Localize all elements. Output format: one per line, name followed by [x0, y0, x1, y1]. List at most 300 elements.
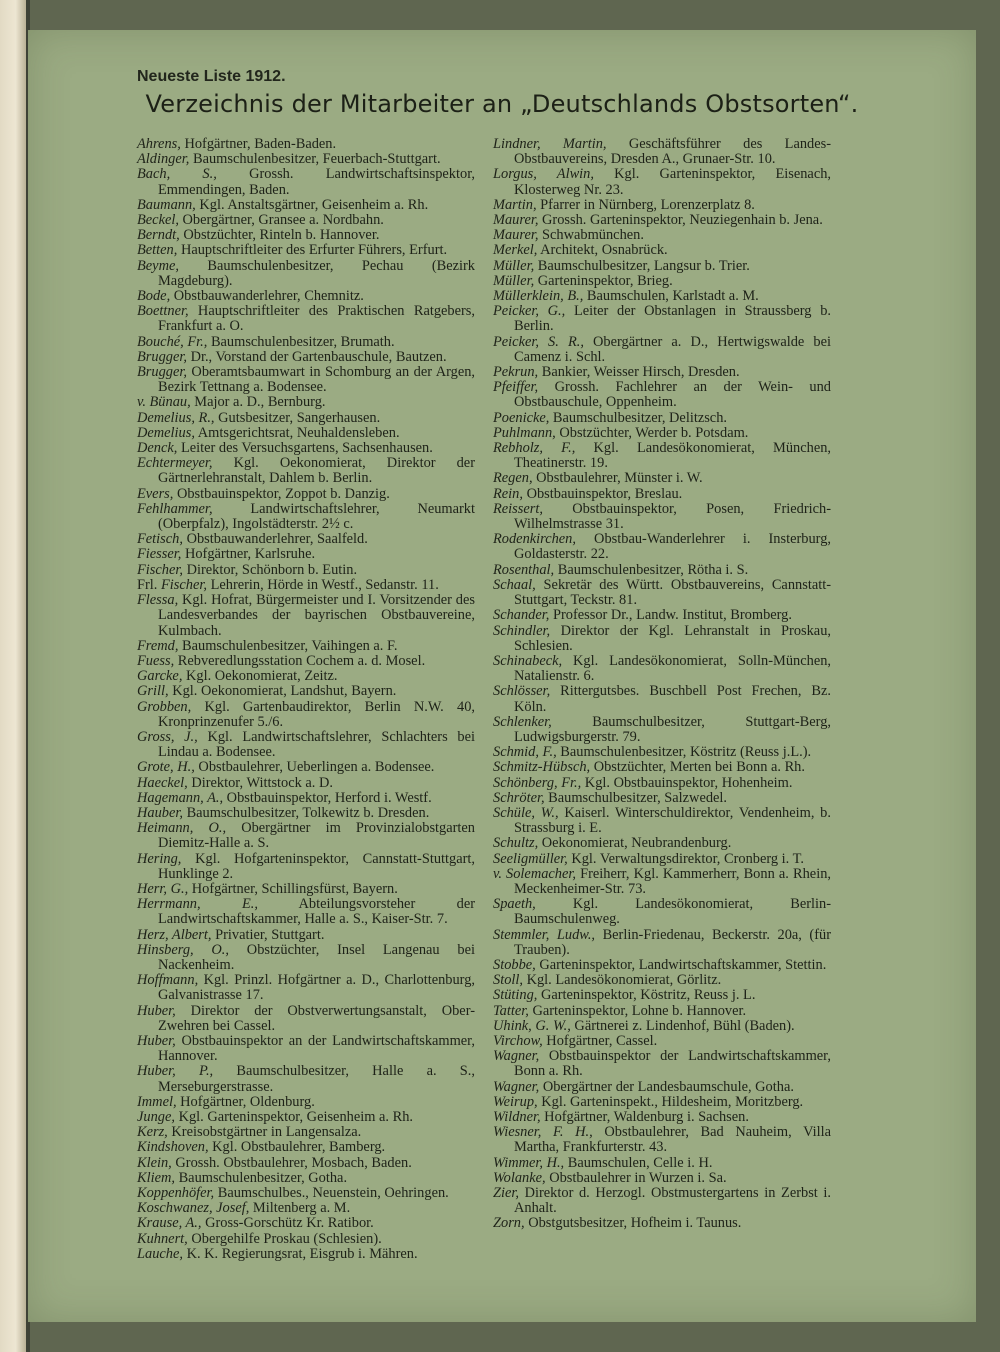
contributor-details: Hofgärtner, Schillingsfürst, Bayern. [188, 880, 398, 897]
contributor-name: Schlösser, [493, 683, 551, 700]
contributor-details: Kgl. Obstbauinspektor, Hohenheim. [581, 774, 793, 791]
contributor-name: Hagemann, A., [137, 789, 224, 806]
contributor-details: Obstzüchter, Werder b. Potsdam. [555, 424, 749, 441]
contributor-name: Stobbe, [493, 956, 536, 973]
contributor-details: Leiter des Versuchsgartens, Sachsenhausen. [177, 440, 433, 457]
contributor-name: Schaal, [493, 576, 536, 593]
contributor-details: Obstbauinspektor, Zoppot b. Danzig. [173, 485, 390, 502]
contributor-entry [493, 1125, 831, 1155]
contributor-name: Ahrens, [137, 136, 181, 152]
contributor-name: Hering, [137, 850, 182, 867]
contributor-name: Junge, [137, 1109, 175, 1125]
contributor-name: Fremd, [137, 637, 179, 654]
contributor-entry [493, 1080, 831, 1095]
contributor-details: Obstbauwanderlehrer, Chemnitz. [170, 288, 364, 305]
contributor-entry [137, 1186, 475, 1201]
contributor-details: Kgl. Prinzl. Hofgärtner a. D., Charlottenburg, Galvanistrasse 17. [158, 972, 475, 1004]
contributor-entry [493, 167, 831, 197]
contributor-entry [137, 441, 475, 456]
contributor-entry [137, 1216, 475, 1231]
contributor-details: Obergärtner im Provinzialobstgarten Diemitz-Halle a. S. [158, 820, 475, 852]
contributor-entry [137, 487, 475, 502]
contributor-details: Sekretär des Württ. Obstbauvereins, Cannstatt-Stuttgart, Teckstr. 81. [514, 576, 831, 609]
contributor-entry [493, 289, 831, 304]
contributor-entry [137, 411, 475, 426]
contributor-entry [137, 654, 475, 669]
contributor-entry [493, 426, 831, 441]
contributor-entry [137, 776, 475, 791]
contributor-entry [137, 198, 475, 213]
contributor-details: Kgl. Landesökonomierat, Görlitz. [522, 972, 722, 989]
contributor-entry [137, 350, 475, 365]
contributor-details: Direktor der Kgl. Lehranstalt in Proskau, Schlesien. [514, 622, 831, 654]
contributor-entry [493, 243, 831, 258]
contributor-entry [493, 1156, 831, 1171]
contributor-entry [137, 259, 475, 289]
contributor-name: Spaeth, [493, 896, 536, 913]
page-title: Verzeichnis der Mitarbeiter an „Deutschlands Obstsorten“. [145, 90, 859, 118]
contributor-entry [493, 1095, 831, 1110]
contributor-name: Zier, [493, 1185, 519, 1202]
contributor-name: Poenicke, [493, 409, 550, 426]
contributor-name: Evers, [137, 485, 174, 502]
contributor-entry [137, 167, 475, 197]
contributor-entry [493, 213, 831, 228]
contributor-details: Obergärtner, Gransee a. Nordbahn. [178, 212, 384, 229]
contributor-name: Schander, [493, 607, 550, 624]
contributor-name: Lorgus, Alwin, [493, 166, 594, 183]
contributor-details: Privatier, Stuttgart. [211, 926, 325, 943]
contributor-name: Lauche, [137, 1245, 183, 1262]
contributor-name: Beyme, [137, 257, 179, 274]
contributor-name: Pfeiffer, [493, 379, 539, 396]
contributor-entry [493, 228, 831, 243]
contributor-details: Hauptschriftleiter des Praktischen Ratgebers, Frankfurt a. O. [158, 303, 475, 335]
contributor-entry [137, 304, 475, 334]
contributor-entry [493, 654, 831, 684]
contributor-details: Kgl. Garteninspektor, Eisenach, Klosterweg Nr. 23. [514, 166, 831, 198]
contributor-entry [137, 852, 475, 882]
contributor-name: Heimann, O., [137, 820, 227, 837]
contributor-entry [137, 1110, 475, 1125]
contributor-name: Pekrun, [493, 364, 539, 381]
contributor-details: Baumschulbesitzer, Halle a. S., Merseburgerstrasse. [158, 1063, 475, 1095]
contributor-entry [137, 943, 475, 973]
contributor-name: Fischer, [137, 561, 183, 578]
contributor-entry [493, 441, 831, 471]
contributor-details: Kreisobstgärtner in Langensalza. [167, 1124, 362, 1141]
contributor-name: Peicker, S. R., [493, 333, 584, 350]
contributor-name: Krause, A., [137, 1215, 202, 1232]
contributor-entry [493, 411, 831, 426]
contributor-entry [493, 304, 831, 334]
contributor-name: Bach, S., [137, 166, 217, 183]
contributor-details: Professor Dr., Landw. Institut, Bromberg. [549, 607, 792, 624]
contributor-name: Brugger, [137, 348, 187, 365]
contributor-name: Denck, [137, 440, 178, 457]
contributor-name: Schindler, [493, 622, 551, 639]
contributor-details: Grossh. Landwirtschaftsinspektor, Emmendingen, Baden. [158, 166, 476, 198]
contributors-column-right [493, 137, 831, 1232]
contributor-details: Hofgärtner, Karlsruhe. [181, 546, 316, 563]
contributor-details: Obstbau-Wanderlehrer i. Insterburg, Goldasterstr. 22. [514, 531, 831, 563]
contributor-details: Pfarrer in Nürnberg, Lorenzerplatz 8. [536, 196, 755, 213]
contributor-name: Demelius, [137, 424, 195, 441]
contributor-name: Echtermeyer, [137, 455, 213, 472]
contributor-entry [137, 213, 475, 228]
contributor-entry [137, 1201, 475, 1216]
contributor-entry [493, 973, 831, 988]
contributor-entry [137, 228, 475, 243]
contributor-entry [137, 1064, 475, 1094]
contributor-entry [137, 1140, 475, 1155]
contributor-details: Kgl. Landesökonomierat, Berlin-Baumschulenweg. [514, 896, 831, 928]
contributor-entry [137, 928, 475, 943]
contributor-details: Oekonomierat, Neubrandenburg. [538, 835, 732, 852]
contributor-details: Kgl. Oekonomierat, Direktor der Gärtnerlehranstalt, Dahlem b. Berlin. [158, 455, 475, 487]
contributor-name: Garcke, [137, 668, 183, 685]
contributor-entry [493, 852, 831, 867]
contributor-name: Schinabeck, [493, 652, 563, 669]
contributor-name: Wolanke, [493, 1169, 546, 1186]
contributor-entry [137, 1004, 475, 1034]
contributor-name: Schönberg, Fr., [493, 774, 582, 791]
contributor-details: Baumschulbes., Neuenstein, Oehringen. [214, 1185, 449, 1202]
contributor-details: Kgl. Hofgarteninspektor, Cannstatt-Stuttgart, Hunklinge 2. [158, 850, 475, 882]
contributor-details: Obstbauinspektor der Landwirtschaftskammer, Bonn a. Rh. [514, 1048, 831, 1080]
contributor-name: Klein, [137, 1154, 172, 1171]
contributor-name: Peicker, G., [493, 303, 566, 320]
contributor-entry [137, 973, 475, 1003]
contributor-entry [137, 578, 475, 593]
contributor-entry [493, 928, 831, 958]
contributor-name: Huber, [137, 1002, 176, 1019]
contributor-name: Tatter, [493, 1002, 529, 1019]
contributor-details: Baumschulbesitzer, Salzwedel. [544, 789, 728, 806]
contributor-details: Hofgärtner, Cassel. [542, 1032, 658, 1049]
contributor-name: Kliem, [137, 1169, 175, 1186]
contributor-name: Martin, [493, 196, 537, 213]
contributor-details: Direktor, Wittstock a. D. [187, 774, 333, 791]
contributor-entry [137, 882, 475, 897]
contributor-details: Grossh. Fachlehrer an der Wein- und Obstbauschule, Oppenheim. [514, 379, 831, 411]
contributor-details: Baumschulenbesitzer, Vaihingen a. F. [178, 637, 398, 654]
contributor-name: Gross, J., [137, 728, 198, 745]
contributor-entry [137, 456, 475, 486]
contributor-name: Stüting, [493, 987, 538, 1004]
contributor-name: Huber, P., [137, 1063, 214, 1080]
contributor-details: Baumschulenbesitzer, Rötha i. S. [554, 561, 749, 578]
contributor-entry [137, 684, 475, 699]
contributor-details: Kgl. Landesökonomierat, Solln-München, Natalienstr. 6. [514, 652, 831, 685]
contributor-entry [493, 958, 831, 973]
contributor-details: Kgl. Verwaltungsdirektor, Cronberg i. T. [567, 850, 804, 867]
contributor-name: Rosenthal, [493, 561, 555, 578]
contributor-name: Herr, G., [137, 880, 189, 897]
contributor-name: Grobben, [137, 698, 192, 715]
contributor-entry [493, 532, 831, 562]
contributor-entry [137, 395, 475, 410]
contributor-details: Direktor d. Herzogl. Obstmustergartens in Zerbst i. Anhalt. [514, 1185, 831, 1217]
contributor-name: Hauber, [137, 804, 183, 821]
contributor-name: Kuhnert, [137, 1230, 188, 1247]
contributor-entry [137, 806, 475, 821]
contributor-details: Kgl. Garteninspektor, Geisenheim a. Rh. [174, 1109, 413, 1125]
contributor-entry [137, 563, 475, 578]
contributor-name: Schmitz-Hübsch, [493, 759, 591, 776]
contributor-details: Garteninspektor, Landwirtschaftskammer, Stettin. [535, 956, 827, 973]
contributor-details: Major a. D., Bernburg. [190, 394, 326, 411]
contributor-entry [493, 715, 831, 745]
contributor-details: Kgl. Oekonomierat, Zeitz. [182, 668, 338, 685]
contributor-name: Fiesser, [137, 546, 182, 563]
contributor-name: Huber, [137, 1032, 176, 1049]
contributor-name: Haeckel, [137, 774, 188, 791]
contributor-name: Boettner, [137, 303, 189, 320]
contributor-details: Baumschulbesitzer, Tolkewitz b. Dresden. [182, 804, 430, 821]
contributor-details: Geschäftsführer des Landes-Obstbauvereins, Dresden A., Grunaer-Str. 10. [514, 136, 832, 168]
contributor-entry [137, 502, 475, 532]
contributor-name: Schlenker, [493, 713, 552, 730]
contributor-details: Obstbauinspektor, Posen, Friedrich-Wilhelmstrasse 31. [514, 500, 831, 533]
contributor-name: Betten, [137, 242, 178, 259]
contributor-details: Kgl. Oekonomierat, Landshut, Bayern. [168, 683, 397, 700]
contributor-name: Koschwanez, Josef, [137, 1200, 250, 1217]
contributor-name: Lindner, Martin, [493, 136, 607, 152]
contributor-name: Zorn, [493, 1215, 525, 1232]
contributor-details: Bankier, Weisser Hirsch, Dresden. [538, 364, 740, 381]
contributor-entry [493, 137, 831, 167]
contributor-details: Grossh. Garteninspektor, Neuziegenhain b. Jena. [538, 212, 823, 229]
contributor-entry [137, 289, 475, 304]
contributor-details: Obstzüchter, Rinteln b. Hannover. [179, 227, 380, 244]
contributor-details: Obstbaulehrer, Bad Nauheim, Villa Martha, Frankfurterstr. 43. [514, 1124, 831, 1156]
contributor-details: Kgl. Landwirtschaftslehrer, Schlachters bei Lindau a. Bodensee. [158, 728, 475, 761]
contributor-name: Puhlmann, [493, 424, 556, 441]
contributor-entry [493, 1004, 831, 1019]
contributor-name: Schultz, [493, 835, 539, 852]
contributor-details: Obstzüchter, Merten bei Bonn a. Rh. [590, 759, 805, 776]
contributor-entry [137, 335, 475, 350]
contributor-entry [137, 639, 475, 654]
contributor-name: Weirup, [493, 1093, 538, 1110]
contributor-details: Obstbaulehrer, Ueberlingen a. Bodensee. [194, 759, 435, 776]
contributor-name: Fuess, [137, 652, 175, 669]
contributor-details: Hofgärtner, Waldenburg i. Sachsen. [540, 1109, 749, 1125]
contributor-name: Regen, [493, 470, 533, 487]
contributor-name: Rein, [493, 485, 523, 502]
contributor-details: Hauptschriftleiter des Erfurter Führers, Erfurt. [177, 242, 448, 259]
contributor-details: Leiter der Obstanlagen in Straussberg b. Berlin. [514, 303, 831, 335]
contributor-entry [493, 867, 831, 897]
contributor-entry [493, 745, 831, 760]
contributor-name: Fehlhammer, [137, 500, 213, 517]
contributor-details: K. K. Regierungsrat, Eisgrub i. Mähren. [182, 1245, 418, 1262]
contributor-details: Landwirtschaftslehrer, Neumarkt (Oberpfalz), Ingolstädterstr. 2½ c. [158, 500, 475, 533]
contributor-name: v. Solemacher, [493, 865, 576, 882]
contributor-name: Rebholz, F., [493, 440, 576, 457]
contributor-entry [493, 578, 831, 608]
contributor-entry [493, 988, 831, 1003]
contributor-entry [493, 1019, 831, 1034]
contributor-details: Gutsbesitzer, Sangerhausen. [214, 409, 381, 426]
contributor-details: Hofgärtner, Oldenburg. [176, 1093, 315, 1110]
contributor-details: Obstbauinspektor, Breslau. [522, 485, 683, 502]
contributor-name: Müller, [493, 272, 535, 289]
contributor-name: Kindshoven, [137, 1139, 209, 1156]
contributor-details: Obstbaulehrer, Münster i. W. [532, 470, 703, 487]
contributor-name: Wimmer, H., [493, 1154, 565, 1171]
contributor-details: Dr., Vorstand der Gartenbauschule, Bautzen. [186, 348, 447, 365]
contributor-details: Garteninspektor, Brieg. [534, 272, 673, 289]
contributor-entry [137, 547, 475, 562]
contributor-name: Hinsberg, O., [137, 941, 230, 958]
contributor-name: Wagner, [493, 1048, 540, 1065]
contributor-details: Baumschulbesitzer, Langsur b. Trier. [534, 257, 750, 274]
contributor-details: Obstbaulehrer in Wurzen i. Sa. [545, 1169, 727, 1186]
contributor-details: Obstgutsbesitzer, Hofheim i. Taunus. [524, 1215, 742, 1232]
contributor-entry [137, 821, 475, 851]
contributor-entry [493, 1049, 831, 1079]
contributor-name: Flessa, [137, 592, 179, 609]
contributor-entry [137, 365, 475, 395]
contributor-details: Miltenberg a. M. [249, 1200, 351, 1217]
contributor-name: Brugger, [137, 364, 187, 381]
contributor-details: Gross-Gorschütz Kr. Ratibor. [201, 1215, 374, 1232]
contributor-name: Maurer, [493, 212, 539, 229]
contributor-details: Kgl. Anstaltsgärtner, Geisenheim a. Rh. [195, 196, 429, 213]
contributor-name: Schüle, W., [493, 804, 559, 821]
contributor-name: Koppenhöfer, [137, 1185, 215, 1202]
contributor-name: Merkel, [493, 242, 538, 259]
contributor-name: Schmid, F., [493, 744, 557, 761]
contributor-details: Baumschulenbesitzer, Feuerbach-Stuttgart. [189, 151, 441, 168]
contributor-details: Hofgärtner, Baden-Baden. [180, 136, 337, 152]
contributor-details: Garteninspektor, Lohne b. Hannover. [528, 1002, 747, 1019]
contributor-entry [493, 608, 831, 623]
contributor-name: Wiesner, F. H., [493, 1124, 593, 1141]
contributor-details: Baumschulen, Celle i. H. [564, 1154, 713, 1171]
contributor-details: Obstbauinspektor, Herford i. Westf. [223, 789, 432, 806]
contributor-name: Beckel, [137, 212, 179, 229]
contributor-name: Wagner, [493, 1078, 540, 1095]
contributor-entry [493, 471, 831, 486]
contributor-entry [137, 1247, 475, 1262]
contributor-details: Kgl. Garteninspekt., Hildesheim, Moritzberg. [537, 1093, 804, 1110]
contributor-details: Amtsgerichtsrat, Neuhaldensleben. [194, 424, 400, 441]
contributor-details: Rittergutsbes. Buschbell Post Frechen, Bz. Köln. [514, 683, 831, 715]
contributor-name: Rodenkirchen, [493, 531, 576, 548]
contributor-name: Virchow, [493, 1032, 543, 1049]
contributor-name: Aldinger, [137, 151, 190, 168]
contributor-name: Grill, [137, 683, 169, 700]
contributor-details: Baumschulen, Karlstadt a. M. [583, 288, 759, 305]
contributor-details: Kgl. Gartenbaudirektor, Berlin N.W. 40, Kronprinzenufer 5./6. [158, 698, 475, 730]
contributor-entry [137, 760, 475, 775]
contributor-entry [493, 776, 831, 791]
contributor-name: Bode, [137, 288, 171, 305]
contributor-name: Kerz, [137, 1124, 168, 1141]
contributor-entry [137, 1156, 475, 1171]
contributor-details: Obstbauwanderlehrer, Saalfeld. [182, 531, 368, 548]
contributor-name: Reissert, [493, 500, 543, 517]
contributor-details: Lehrerin, Hörde in Westf., Sedanstr. 11. [206, 576, 439, 593]
contributor-details: Abteilungsvorsteher der Landwirtschaftskammer, Halle a. S., Kaiser-Str. 7. [158, 896, 475, 928]
contributor-entry [137, 593, 475, 639]
contributor-name: Schröter, [493, 789, 545, 806]
contributor-entry [137, 669, 475, 684]
contributor-entry [493, 836, 831, 851]
contributor-entry [137, 1125, 475, 1140]
contributor-details: Gärtnerei z. Lindenhof, Bühl (Baden). [570, 1017, 795, 1034]
contributor-entry [493, 791, 831, 806]
contributor-entry [137, 791, 475, 806]
contributor-entry [137, 152, 475, 167]
entry-prefix: Frl. [137, 576, 161, 593]
contributor-name: Berndt, [137, 227, 180, 244]
contributor-entry [137, 137, 475, 152]
contributor-entry [493, 259, 831, 274]
contributor-entry [493, 684, 831, 714]
contributor-entry [137, 1171, 475, 1186]
contributor-name: Müller, [493, 257, 535, 274]
contributor-details: Garteninspektor, Köstritz, Reuss j. L. [537, 987, 756, 1004]
contributor-name: Seeligmüller, [493, 850, 568, 867]
contributor-details: Obstbauinspektor an der Landwirtschaftskammer, Hannover. [158, 1032, 475, 1065]
contributor-entry [137, 700, 475, 730]
contributor-details: Rebveredlungsstation Cochem a. d. Mosel. [174, 652, 426, 669]
contributor-details: Baumschulenbesitzer, Köstritz (Reuss j.L.). [556, 744, 812, 761]
contributor-details: Obstzüchter, Insel Langenau bei Nackenheim. [158, 941, 475, 973]
contributor-entry [493, 502, 831, 532]
contributor-details: Baumschulenbesitzer, Gotha. [174, 1169, 348, 1186]
contributor-name: Stoll, [493, 972, 523, 989]
contributor-entry [493, 380, 831, 410]
contributor-entry [493, 1034, 831, 1049]
contributor-name: Bouché, Fr., [137, 333, 208, 350]
contributor-entry [493, 198, 831, 213]
contributor-details: Freiherr, Kgl. Kammerherr, Bonn a. Rhein, Meckenheimer-Str. 73. [514, 865, 831, 897]
contributor-details: Berlin-Friedenau, Beckerstr. 20a, (für Trauben). [514, 926, 831, 958]
contributor-details: Grossh. Obstbaulehrer, Mosbach, Baden. [171, 1154, 412, 1171]
contributor-details: Obergärtner a. D., Hertwigswalde bei Camenz i. Schl. [514, 333, 831, 365]
contributor-entry [493, 563, 831, 578]
contributor-details: Schwabmünchen. [538, 227, 644, 244]
contributor-entry [137, 897, 475, 927]
contributor-details: Baumschulbesitzer, Stuttgart-Berg, Ludwigsburgerstr. 79. [514, 713, 831, 745]
adjacent-page-edge [0, 0, 26, 1352]
contributor-details: Baumschulenbesitzer, Pechau (Bezirk Magdeburg). [158, 257, 475, 289]
contributor-entry [493, 1171, 831, 1186]
contributor-entry [137, 730, 475, 760]
contributor-entry [137, 243, 475, 258]
contributor-details: Kgl. Hofrat, Bürgermeister und I. Vorsitzender des Landesverbandes der bayrischen Obstbauvereine, Kulmbach. [158, 592, 475, 639]
contributor-details: Direktor der Obstverwertungsanstalt, Ober-Zwehren bei Cassel. [158, 1002, 475, 1034]
contributor-details: Obergärtner der Landesbaumschule, Gotha. [539, 1078, 794, 1095]
list-header: Neueste Liste 1912. [137, 68, 286, 85]
contributor-name: Wildner, [493, 1109, 541, 1125]
contributor-entry [137, 1232, 475, 1247]
contributor-name: Demelius, R., [137, 409, 215, 426]
contributor-name: Fischer, [161, 576, 207, 593]
contributor-name: Maurer, [493, 227, 539, 244]
contributors-column-left [137, 137, 475, 1262]
contributor-details: Obergehilfe Proskau (Schlesien). [187, 1230, 382, 1247]
contributor-name: Baumann, [137, 196, 196, 213]
contributor-name: Stemmler, Ludw., [493, 926, 596, 943]
contributor-entry [493, 274, 831, 289]
contributor-entry [493, 624, 831, 654]
